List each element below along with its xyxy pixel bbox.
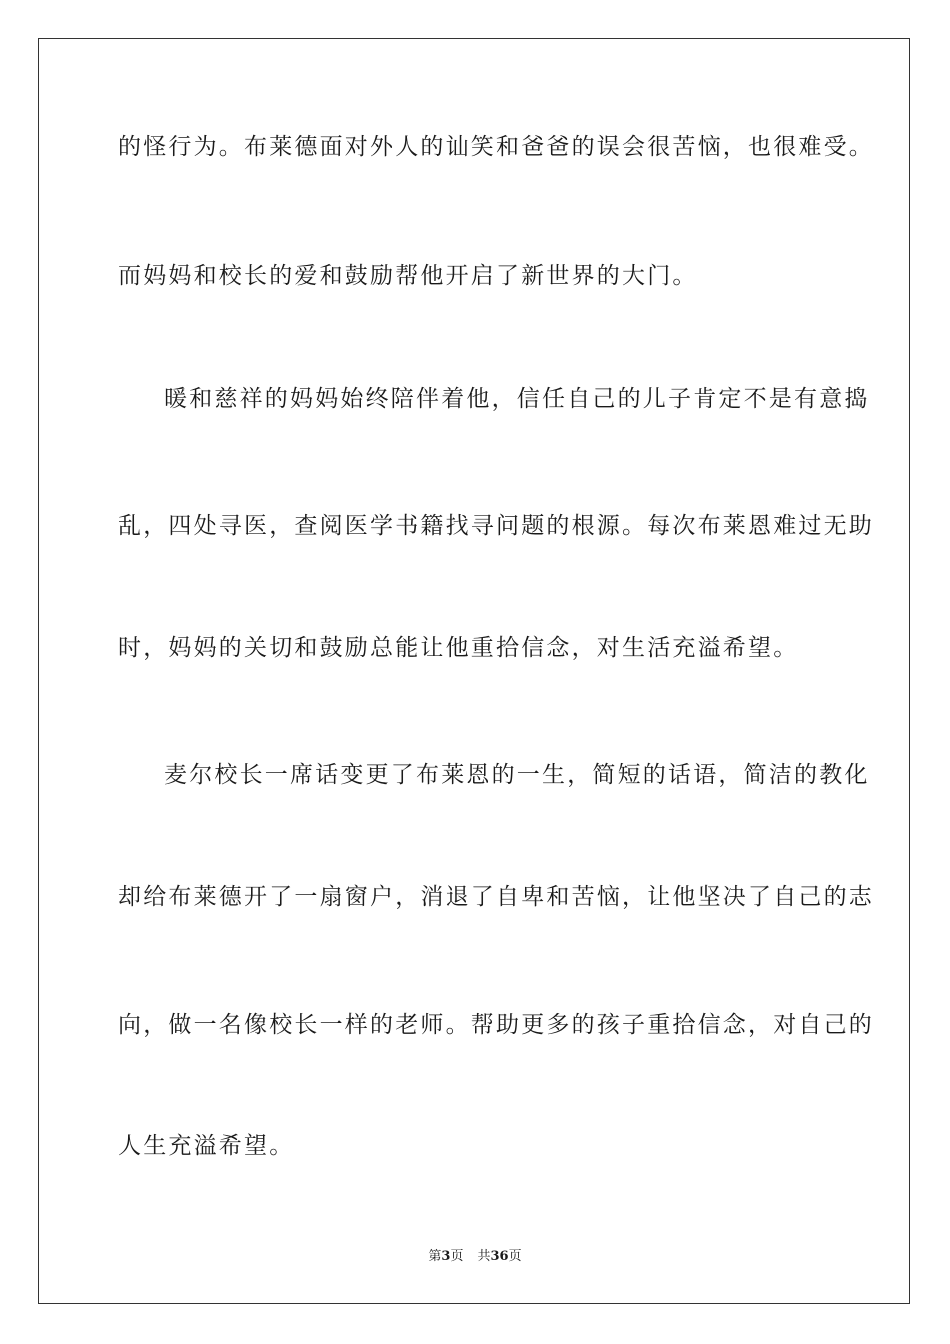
- text-line-7: 却给布莱德开了一扇窗户，消退了自卑和苦恼，让他坚决了自己的志: [118, 884, 874, 910]
- page-suffix: 页: [450, 1249, 464, 1264]
- text-line-2: 而妈妈和校长的爱和鼓励帮他开启了新世界的大门。: [118, 263, 698, 289]
- text-line-8: 向，做一名像校长一样的老师。帮助更多的孩子重拾信念，对自己的: [118, 1012, 874, 1038]
- page-number: 3: [441, 1249, 451, 1264]
- text-line-3: 暖和慈祥的妈妈始终陪伴着他，信任自己的儿子肯定不是有意捣: [164, 386, 870, 412]
- page-border: [38, 38, 910, 1304]
- page-prefix: 第: [428, 1249, 442, 1264]
- text-line-1: 的怪行为。布莱德面对外人的讪笑和爸爸的误会很苦恼，也很难受。: [118, 134, 874, 160]
- total-suffix: 页: [508, 1249, 522, 1264]
- text-line-9: 人生充溢希望。: [118, 1133, 295, 1159]
- text-line-4: 乱，四处寻医，查阅医学书籍找寻问题的根源。每次布莱恩难过无助: [118, 513, 874, 539]
- total-prefix: 共: [477, 1249, 491, 1264]
- total-pages: 36: [490, 1249, 509, 1264]
- page-footer: [0, 1248, 950, 1266]
- text-line-5: 时，妈妈的关切和鼓励总能让他重拾信念，对生活充溢希望。: [118, 635, 799, 661]
- text-line-6: 麦尔校长一席话变更了布莱恩的一生，简短的话语，简洁的教化: [164, 762, 870, 788]
